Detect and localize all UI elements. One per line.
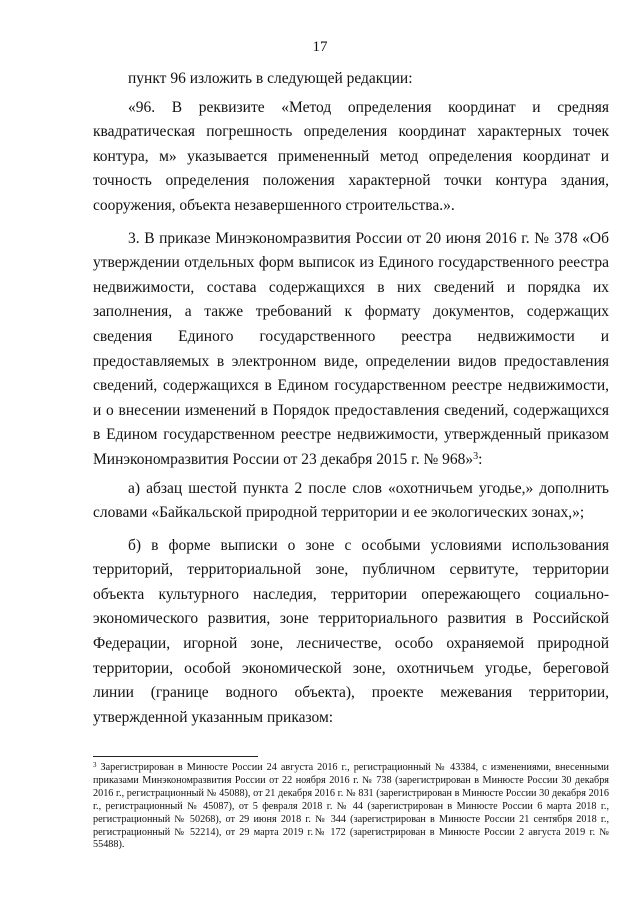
paragraph-order-378-text: 3. В приказе Минэкономразвития России от 20 июня 2016 г. № 378 «Об утверждении отдельных форм выписок из Единого государственного реестра недвижимости, состава содержащихся в них сведений и порядка их заполнения, а также требований к формату документов, содержащих сведения Единого государственного реестра недвижимости и предоставляемых в электронном виде, определении видов предоставления сведений, содержащихся в Едином государственном реестре недвижимости, и о внесении изменений в Порядок предоставления сведений, содержащихся в Едином государственном реестре недвижимости, утвержденный приказом Минэкономразвития России от 23 декабря 2015 г. № 968» <box>93 229 609 468</box>
footnote-marker: 3 <box>93 761 97 769</box>
footnote-reference: 3 <box>473 450 479 462</box>
footnote-text: Зарегистрирован в Минюсте России 24 августа 2016 г., регистрационный № 43384, с изменениями, внесенными приказами Минэкономразвития России от 22 ноября 2016 г. № 738 (зарегистрирован в Минюсте России 30 декабря 2016 г., регистрационный № 45088), от 21 декабря 2016 г. № 831 (зарегистрирован в Минюсте России 30 декабря 2016 г., регистрационный № 45087), от 5 февраля 2018 г. № 44 (зарегистрирован в Минюсте России 6 марта 2018 г., регистрационный № 50268), от 29 июня 2018 г. № 344 (зарегистрирован в Минюсте России 21 сентября 2018 г., регистрационный № 52214), от 29 марта 2019 г.№ 172 (зарегистрирован в Минюсте России 2 августа 2019 г. № 55488). <box>93 762 609 851</box>
footnote-separator <box>93 756 258 757</box>
paragraph-intro: пункт 96 изложить в следующей редакции: <box>128 70 413 87</box>
paragraph-subitem-b: б) в форме выписки о зоне с особыми условиями использования территорий, территориальной зоне, публичном сервитуте, территории объекта культурного наследия, территории опережающего социально-экономического развития, зоне территориального развития в Российской Федерации, игорной зоне, лесничестве, особо охраняемой природной территории, особой экономической зоне, охотничьем угодье, береговой линии (границе водного объекта), проекте межевания территории, утвержденной указанным приказом: <box>93 536 609 726</box>
paragraph-subitem-a: а) абзац шестой пункта 2 после слов «охотничьем угодье,» дополнить словами «Байкальской природной территории и ее экологических зонах,»; <box>93 479 609 522</box>
document-body <box>93 67 609 730</box>
paragraph-order-378 <box>93 227 609 473</box>
page-number: 17 <box>312 39 328 55</box>
footnote <box>93 762 609 852</box>
paragraph-item-96: «96. В реквизите «Метод определения координат и средняя квадратическая погрешность определения координат характерных точек контура, м» указывается примененный метод определения координат и точность определения положения характерной точки контура здания, сооружения, объекта незавершенного строительства.». <box>93 98 609 214</box>
paragraph-order-378-tail: : <box>478 450 483 468</box>
